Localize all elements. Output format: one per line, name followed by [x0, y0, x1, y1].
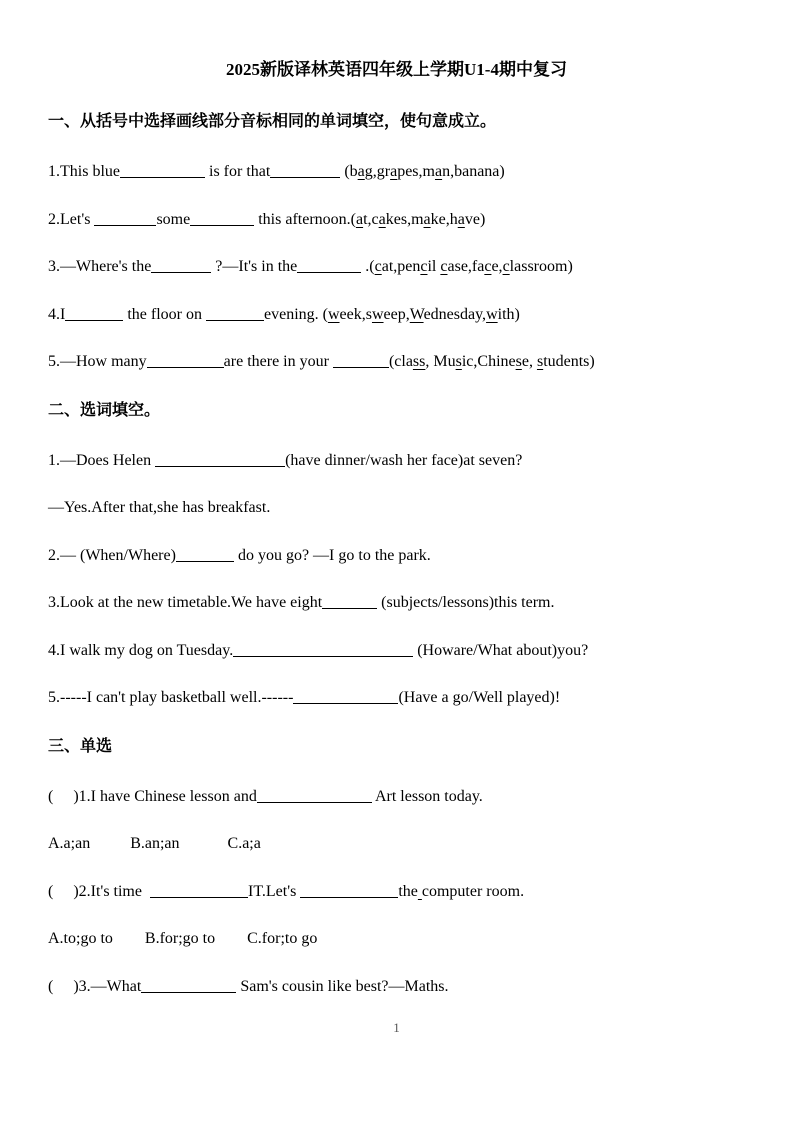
phonetic-underlined-letters: a	[434, 163, 443, 180]
text-run: A.to;go to B.for;go to C.for;to go	[48, 930, 318, 947]
exercise-line	[48, 498, 745, 518]
text-run: ednesday,	[423, 305, 487, 323]
answer-blank	[176, 549, 234, 562]
text-run: computer room.	[421, 882, 525, 900]
exercise-line	[48, 834, 745, 854]
exercise-line	[48, 162, 745, 182]
text-run: 2.— (When/Where)	[48, 546, 176, 564]
text-run: Art lesson today.	[371, 787, 483, 805]
text-run: g,gr	[364, 163, 391, 180]
phonetic-underlined-letters: s	[455, 353, 462, 370]
phonetic-underlined-letters: W	[409, 305, 424, 323]
phonetic-underlined-letters: a	[357, 163, 365, 180]
text-run: e,	[491, 258, 503, 275]
answer-blank	[300, 885, 398, 898]
phonetic-underlined-letters: c	[420, 258, 428, 275]
exercise-line	[48, 451, 745, 471]
text-run: (Howare/What about)you?	[413, 641, 589, 659]
phonetic-underlined-letters: ss	[412, 353, 426, 370]
section-heading: 一、从括号中选择画线部分音标相同的单词填空，使句意成立。	[48, 113, 497, 130]
text-run: the floor on	[123, 305, 206, 323]
text-run: 3.Look at the new timetable.We have eight	[48, 594, 323, 611]
text-run: ic,Chine	[461, 353, 516, 370]
exercise-line	[48, 257, 745, 277]
answer-blank	[94, 213, 156, 226]
text-run: 3.—Where's the	[48, 258, 152, 275]
phonetic-underlined-letters: a	[457, 210, 465, 228]
answer-blank	[333, 355, 389, 368]
exercise-line	[48, 546, 745, 566]
exercise-line	[48, 210, 745, 230]
text-run: is for that	[205, 163, 271, 180]
text-run: pes,m	[397, 163, 435, 180]
text-run: ( )2.It's time	[48, 882, 150, 900]
section-heading: 二、选词填空。	[48, 401, 161, 419]
phonetic-underlined-letters: w	[486, 305, 498, 323]
phonetic-underlined-letters: w	[327, 305, 340, 323]
exercise-line	[48, 882, 745, 902]
exercise-line	[48, 787, 745, 807]
phonetic-underlined-letters: c	[484, 258, 492, 275]
section-heading: 三、单选	[48, 737, 113, 755]
text-run: t,c	[363, 210, 379, 228]
phonetic-underlined-letters: a	[390, 163, 398, 180]
text-run: do you go? —I go to the park.	[233, 546, 431, 564]
phonetic-underlined-letters: c	[440, 258, 448, 275]
text-run: ith)	[497, 305, 520, 323]
text-run: ase,fa	[447, 258, 485, 275]
text-run: (b	[340, 163, 358, 180]
text-run: the	[398, 882, 418, 900]
text-run: ( )1.I have Chinese lesson and	[48, 787, 257, 805]
text-run: IT.Let's	[247, 882, 301, 900]
exercise-line	[48, 352, 745, 372]
phonetic-underlined-letters: w	[371, 305, 384, 323]
text-run: (subjects/lessons)this term.	[377, 594, 555, 611]
text-run: ?—It's in the	[211, 258, 298, 275]
text-run: e,	[521, 353, 537, 370]
text-run: A.a;an B.an;an C.a;a	[48, 835, 261, 852]
answer-blank	[65, 308, 123, 321]
text-run: 5.-----I can't play basketball well.------	[48, 689, 294, 706]
text-run: (have dinner/wash her face)at seven?	[285, 451, 523, 469]
phonetic-underlined-letters: c	[374, 258, 382, 275]
text-run: lassroom)	[509, 258, 573, 275]
phonetic-underlined-letters: s	[536, 353, 544, 370]
text-run: eek,s	[339, 305, 372, 323]
exercise-line	[48, 929, 745, 949]
answer-blank	[293, 691, 398, 704]
text-run: , Mu	[425, 353, 456, 370]
answer-blank	[151, 260, 211, 273]
text-run: ( )3.—What	[48, 977, 142, 995]
text-run: 1.—Does Helen	[48, 451, 156, 469]
phonetic-underlined-letters: s	[515, 353, 522, 370]
text-run: evening. (	[263, 305, 328, 323]
answer-blank	[190, 213, 254, 226]
page-title: 2025新版译林英语四年级上学期U1-4期中复习	[226, 60, 567, 79]
exercise-line	[48, 977, 745, 997]
text-run: (Have a go/Well played)!	[398, 689, 561, 706]
answer-blank	[322, 596, 377, 609]
text-run: eep,	[383, 305, 410, 323]
text-run: ve)	[464, 210, 486, 228]
answer-blank	[155, 454, 285, 467]
answer-blank	[150, 885, 248, 898]
text-run: 4.I	[48, 305, 66, 323]
text-run: 1.This blue	[48, 163, 120, 180]
exercise-line	[48, 641, 745, 661]
answer-blank	[297, 260, 361, 273]
text-run: 5.—How many	[48, 353, 147, 370]
exercise-line	[48, 688, 745, 708]
page-number: 1	[393, 1020, 400, 1035]
answer-blank	[147, 355, 224, 368]
answer-blank	[257, 790, 372, 803]
answer-blank	[206, 308, 264, 321]
exercise-line	[48, 593, 745, 613]
text-run: are there in your	[223, 353, 333, 370]
phonetic-underlined-letters: a	[355, 210, 364, 228]
text-run: 4.I walk my dog on Tuesday.	[48, 641, 234, 659]
text-run: n,banana)	[442, 163, 505, 180]
text-run: —Yes.After that,she has breakfast.	[48, 499, 271, 516]
text-run: this afternoon.(	[254, 210, 356, 228]
text-run: kes,m	[385, 210, 424, 228]
text-run: (cla	[388, 353, 413, 370]
phonetic-underlined-letters: a	[378, 210, 386, 228]
answer-blank	[120, 165, 205, 178]
exercise-line	[48, 305, 745, 325]
sections-container	[48, 111, 745, 997]
phonetic-underlined-letters: c	[502, 258, 510, 275]
text-run: 2.Let's	[48, 210, 95, 228]
answer-blank	[270, 165, 340, 178]
answer-blank	[141, 980, 236, 993]
text-run: at,pen	[381, 258, 421, 275]
text-run: il	[427, 258, 441, 275]
text-run: ke,h	[430, 210, 458, 228]
text-run: tudents)	[543, 353, 595, 370]
phonetic-underlined-letters: a	[423, 210, 431, 228]
text-run: some	[156, 210, 191, 228]
text-run: .(	[361, 258, 375, 275]
answer-blank	[233, 644, 413, 657]
text-run: Sam's cousin like best?—Maths.	[236, 977, 449, 995]
